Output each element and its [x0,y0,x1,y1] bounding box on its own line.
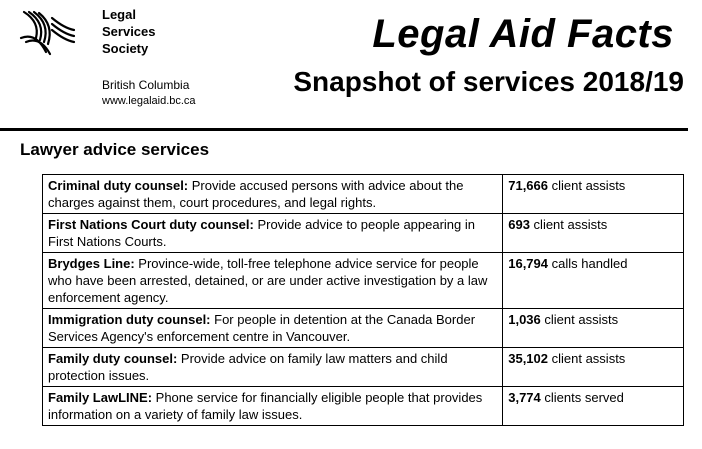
service-description-cell [43,387,503,426]
service-description-cell [43,214,503,253]
table-row [43,253,684,309]
service-unit: client assists [548,178,626,193]
table-row [43,387,684,426]
service-description: For people in detention at the Canada Border Services Agency's enforcement centre in Vancouver. [48,312,476,344]
header-divider [0,128,688,131]
service-value: 693 [508,217,530,232]
table-row [43,309,684,348]
service-name: Family duty counsel: [48,351,178,366]
service-description-cell [43,253,503,309]
service-description: Provide advice on family law matters and child protection issues. [48,351,448,383]
service-value: 1,036 [508,312,541,327]
table-row [43,214,684,253]
org-line: Services [102,24,156,39]
service-unit: clients served [540,390,624,405]
service-description: Provide accused persons with advice about the charges against them, court procedures, and legal rights. [48,178,464,210]
service-description-cell [43,175,503,214]
service-name: Family LawLINE: [48,390,153,405]
table-row [43,348,684,387]
services-table [42,174,684,426]
service-description-cell [43,309,503,348]
service-stat-cell [503,214,684,253]
service-stat-cell [503,348,684,387]
service-unit: client assists [548,351,626,366]
page-subtitle: Snapshot of services 2018/19 [293,66,684,97]
page-title: Legal Aid Facts [372,12,674,56]
service-unit: client assists [540,312,619,327]
lss-logo-icon [18,8,78,58]
service-unit: client assists [529,217,608,232]
service-name: Immigration duty counsel: [48,312,211,327]
service-description-cell [43,348,503,387]
org-line: Legal [102,7,136,22]
website-url: www.legalaid.bc.ca [102,95,196,107]
service-stat-cell [503,387,684,426]
service-description: Province-wide, toll-free telephone advice service for people who have been arrested, detained, or are under active investigation by a law enforcement agency. [48,256,488,305]
organization-name [102,6,156,57]
section-heading: Lawyer advice services [20,140,210,159]
service-stat-cell [503,175,684,214]
service-name: Criminal duty counsel: [48,178,189,193]
table-row [43,175,684,214]
org-line: Society [102,41,149,56]
province-label: British Columbia [102,78,190,92]
service-stat-cell [503,309,684,348]
service-description: Phone service for financially eligible people that provides information on a variety of family law issues. [48,390,483,422]
service-description: Provide advice to people appearing in First Nations Courts. [48,217,475,249]
service-value: 35,102 [508,351,548,366]
service-unit: calls handled [548,256,628,271]
service-name: Brydges Line: [48,256,135,271]
service-value: 3,774 [508,390,541,405]
service-name: First Nations Court duty counsel: [48,217,254,232]
service-value: 71,666 [508,178,548,193]
service-stat-cell [503,253,684,309]
service-value: 16,794 [508,256,548,271]
